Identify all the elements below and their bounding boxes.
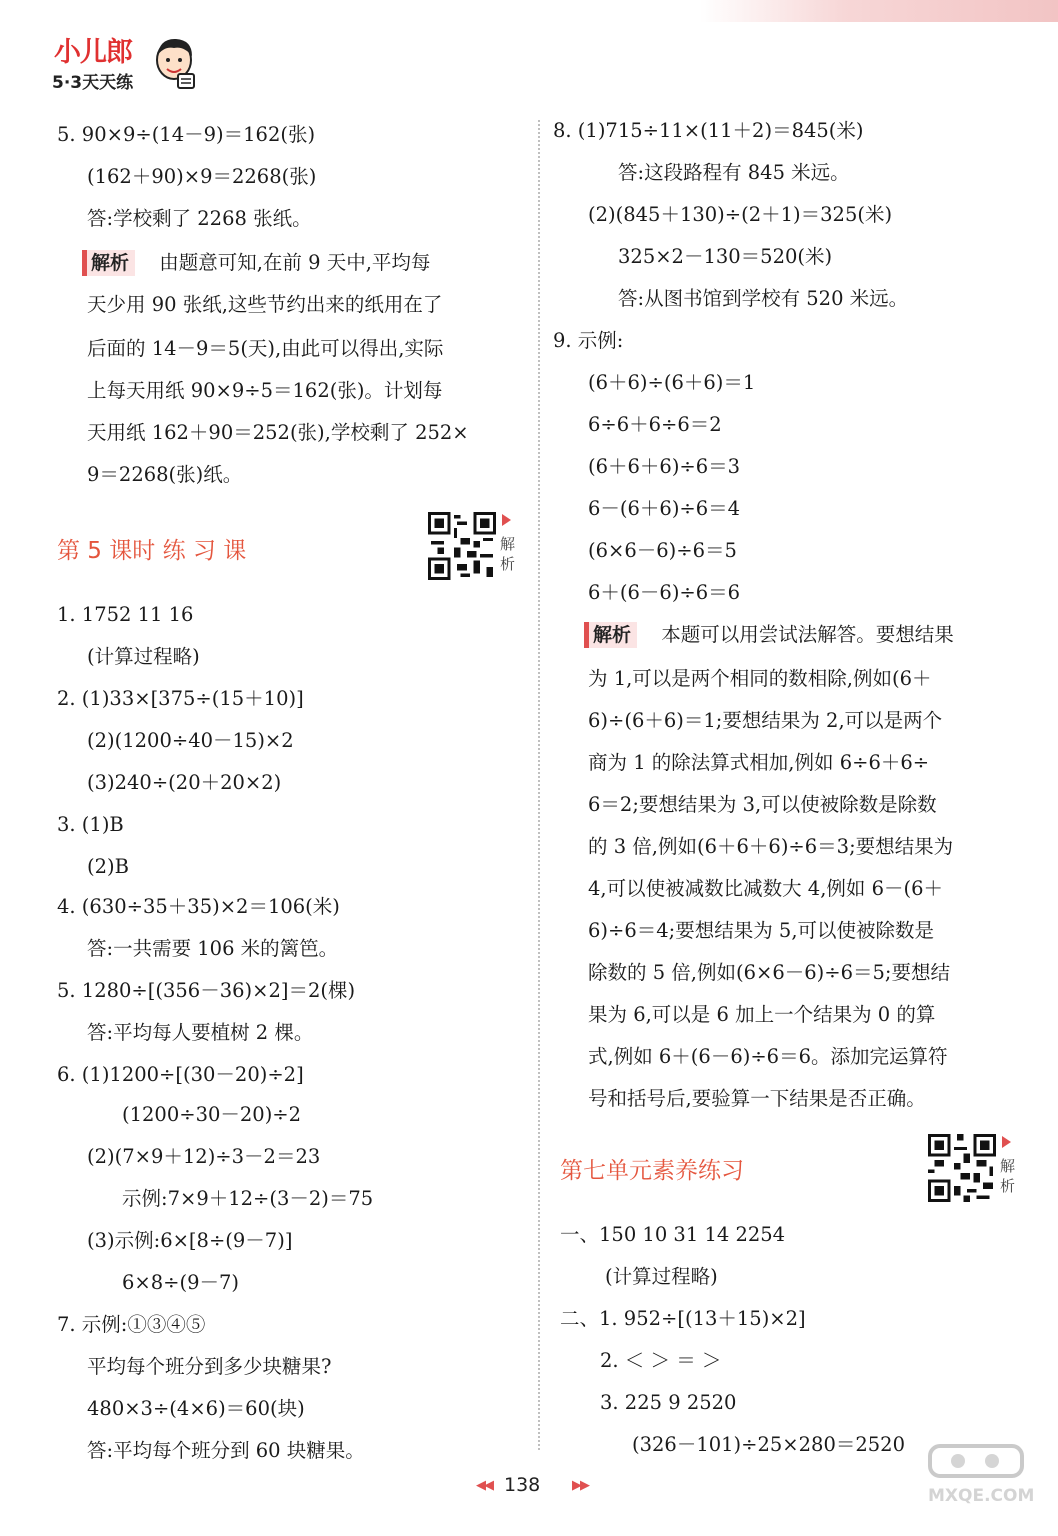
section-heading-lesson5: 第 5 课时 练 习 课	[57, 538, 247, 564]
answer-8-line4: 325×2－130＝520(米)	[618, 245, 833, 268]
qr-label: 解析	[1000, 1157, 1016, 1195]
analysis-text: 商为 1 的除法算式相加,例如 6÷6＋6÷	[588, 751, 930, 774]
unit7-part1-note: (计算过程略)	[605, 1265, 718, 1288]
answer-2-part2: (2)(1200÷40－15)×2	[87, 729, 294, 752]
answer-7-line2: 平均每个班分到多少块糖果?	[87, 1355, 332, 1378]
analysis-text: 天用纸 162＋90＝252(张),学校剩了 252×	[87, 421, 469, 444]
analysis-text: 式,例如 6＋(6－6)÷6＝6。添加完运算符	[588, 1045, 948, 1068]
answer-5-line1: 5. 90×9÷(14－9)＝162(张)	[57, 123, 316, 146]
answer-9-title: 9. 示例:	[553, 329, 624, 352]
brand-logo	[50, 30, 200, 100]
answer-5b-line1: 5. 1280÷[(356－36)×2]＝2(棵)	[57, 979, 356, 1002]
answer-7-line1: 7. 示例:①③④⑤	[57, 1313, 206, 1336]
answer-2-part1: 2. (1)33×[375÷(15＋10)]	[57, 687, 304, 710]
analysis-text: 6)÷(6＋6)＝1;要想结果为 2,可以是两个	[588, 709, 943, 732]
answer-1-note: (计算过程略)	[87, 645, 200, 668]
answer-8-line3: (2)(845＋130)÷(2＋1)＝325(米)	[588, 203, 893, 226]
top-decoration	[700, 0, 1058, 22]
analysis-text: 本题可以用尝试法解答。要想结果	[661, 623, 954, 646]
analysis-text: 6＝2;要想结果为 3,可以使被除数是除数	[588, 793, 937, 816]
column-divider	[538, 120, 540, 1450]
unit7-part2-q1: 二、1. 952÷[(13＋15)×2]	[560, 1307, 806, 1330]
answer-5b-line2: 答:平均每人要植树 2 棵。	[87, 1021, 314, 1044]
answer-6-line5: (3)示例:6×[8÷(9－7)]	[87, 1229, 293, 1252]
watermark	[928, 1444, 1034, 1506]
answer-8-line5: 答:从图书馆到学校有 520 米远。	[618, 287, 909, 310]
brand-subtitle: 5·3天天练	[52, 73, 134, 93]
answer-8-line1: 8. (1)715÷11×(11＋2)＝845(米)	[553, 119, 864, 142]
answer-5-line2: (162＋90)×9＝2268(张)	[87, 165, 317, 188]
qr-code-icon[interactable]	[928, 1134, 996, 1202]
answer-9-line1: (6＋6)÷(6＋6)＝1	[588, 371, 756, 394]
analysis-text: 果为 6,可以是 6 加上一个结果为 0 的算	[588, 1003, 936, 1026]
answer-5-line3: 答:学校剩了 2268 张纸。	[87, 207, 312, 230]
qr-label: 解析	[500, 535, 516, 573]
analysis-text: 的 3 倍,例如(6＋6＋6)÷6＝3;要想结果为	[588, 835, 954, 858]
boy-mascot-icon	[150, 34, 198, 94]
answer-9-line2: 6÷6＋6÷6＝2	[588, 413, 722, 436]
analysis-text: 为 1,可以是两个相同的数相除,例如(6＋	[588, 667, 932, 690]
answer-9-line6: 6＋(6－6)÷6＝6	[588, 581, 741, 604]
answer-3-part2: (2)B	[87, 855, 129, 878]
answer-3-part1: 3. (1)B	[57, 813, 124, 836]
answer-6-line3: (2)(7×9＋12)÷3－2＝23	[87, 1145, 321, 1168]
answer-9-line5: (6×6－6)÷6＝5	[588, 539, 737, 562]
answer-2-part3: (3)240÷(20＋20×2)	[87, 771, 282, 794]
prev-arrows-icon: ◀◀	[476, 1478, 492, 1493]
analysis-block-2	[584, 622, 954, 648]
answer-9-line4: 6－(6＋6)÷6＝4	[588, 497, 741, 520]
unit7-part1: 一、150 10 31 14 2254	[560, 1223, 786, 1246]
analysis-text: 上每天用纸 90×9÷5＝162(张)。计划每	[87, 379, 443, 402]
section-heading-unit7: 第七单元素养练习	[560, 1158, 744, 1184]
answer-6-line4: 示例:7×9＋12÷(3－2)＝75	[122, 1187, 374, 1210]
analysis-text: 号和括号后,要验算一下结果是否正确。	[588, 1087, 926, 1110]
unit7-part2-q3: 3. 225 9 2520	[600, 1391, 737, 1414]
analysis-tag: 解析	[82, 250, 135, 276]
next-arrows-icon: ▶▶	[572, 1478, 588, 1493]
play-icon	[1002, 1136, 1011, 1148]
analysis-tag: 解析	[584, 622, 637, 648]
watermark-text: MXQE.COM	[928, 1486, 1035, 1506]
answer-8-line2: 答:这段路程有 845 米远。	[618, 161, 850, 184]
analysis-text: 由题意可知,在前 9 天中,平均每	[159, 251, 431, 274]
analysis-text: 4,可以使被减数比减数大 4,例如 6－(6＋	[588, 877, 944, 900]
answer-9-line3: (6＋6＋6)÷6＝3	[588, 455, 741, 478]
qr-code-icon[interactable]	[428, 512, 496, 580]
analysis-block-1	[82, 250, 430, 276]
answer-7-line4: 答:平均每个班分到 60 块糖果。	[87, 1439, 365, 1462]
analysis-text: 天少用 90 张纸,这些节约出来的纸用在了	[87, 293, 443, 316]
unit7-part2-q2: 2. ＜ ＞ ＝ ＞	[600, 1349, 722, 1372]
analysis-text: 9＝2268(张)纸。	[87, 463, 243, 486]
answer-6-line1: 6. (1)1200÷[(30－20)÷2]	[57, 1063, 304, 1086]
answer-1: 1. 1752 11 16	[57, 603, 194, 626]
play-icon	[502, 514, 511, 526]
answer-6-line2: (1200÷30－20)÷2	[122, 1103, 302, 1126]
analysis-text: 除数的 5 倍,例如(6×6－6)÷6＝5;要想结	[588, 961, 950, 984]
answer-6-line6: 6×8÷(9－7)	[122, 1271, 240, 1294]
answer-4-line2: 答:一共需要 106 米的篱笆。	[87, 937, 339, 960]
answer-7-line3: 480×3÷(4×6)＝60(块)	[87, 1397, 305, 1420]
analysis-text: 6)÷6＝4;要想结果为 5,可以使被除数是	[588, 919, 935, 942]
unit7-part2-q3-work: (326－101)÷25×280＝2520	[632, 1433, 905, 1456]
watermark-stamp-icon	[928, 1444, 1024, 1490]
analysis-text: 后面的 14－9＝5(天),由此可以得出,实际	[87, 337, 444, 360]
brand-title: 小儿郎	[54, 37, 132, 68]
answer-4-line1: 4. (630÷35＋35)×2＝106(米)	[57, 895, 340, 918]
page-number: 138	[504, 1474, 541, 1496]
